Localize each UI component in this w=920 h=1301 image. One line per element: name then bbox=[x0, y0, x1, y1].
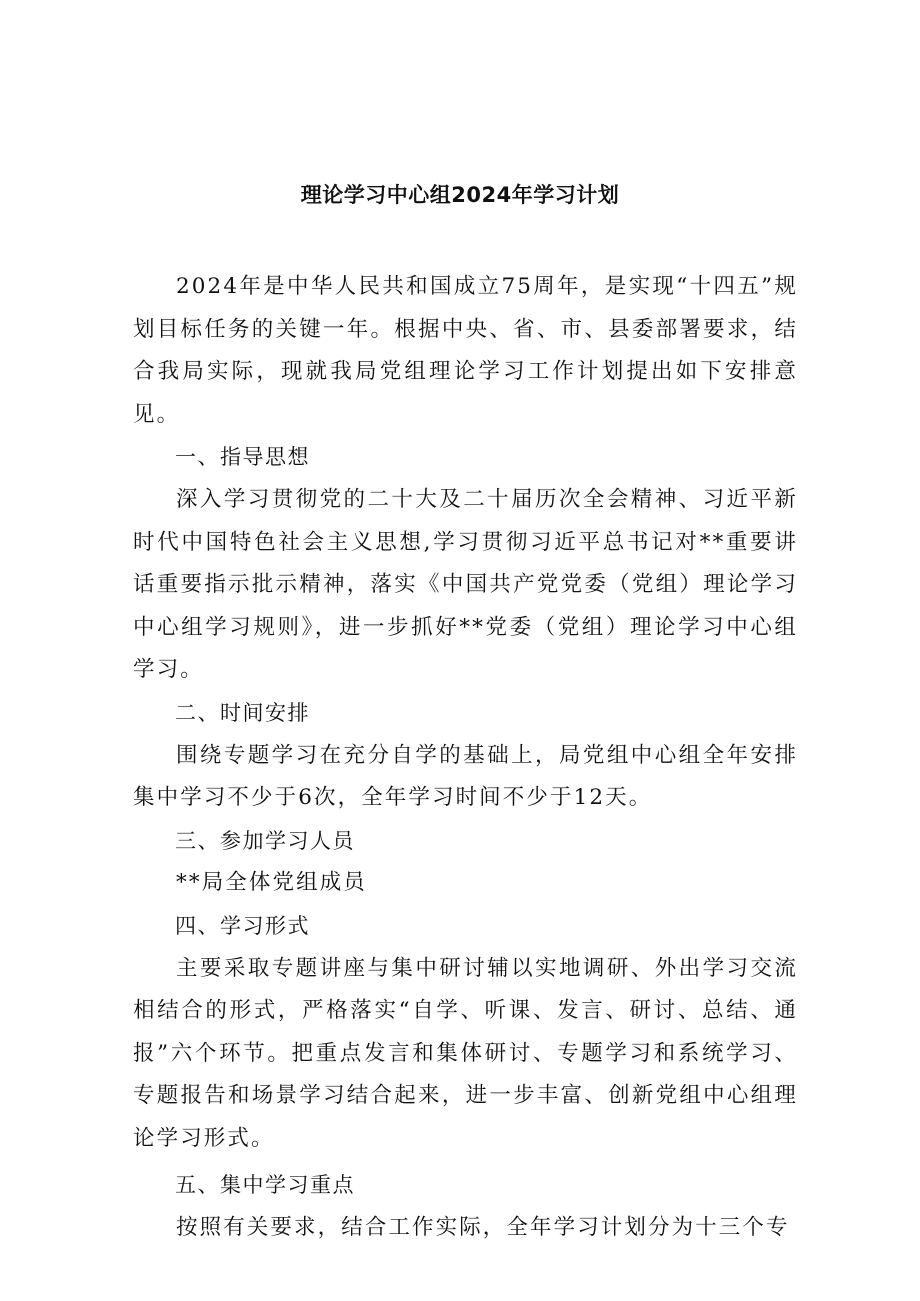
section-heading-participants: 三、参加学习人员 bbox=[175, 828, 355, 853]
section-body-schedule: 围绕专题学习在充分自学的基础上，局党组中心组全年安排集中学习不少于6次，全年学习时间不少于12天。 bbox=[133, 742, 798, 811]
section-heading-learning-format: 四、学习形式 bbox=[175, 913, 310, 938]
document-body bbox=[133, 266, 798, 1250]
section-body-learning-format: 主要采取专题讲座与集中研讨辅以实地调研、外出学习交流相结合的形式，严格落实“自学、听课、发言、研讨、总结、通报”六个环节。把重点发言和集体研讨、专题学习和系统学习、专题报告和场景学习结合起来，进一步丰富、创新党组中心组理论学习形式。 bbox=[133, 955, 798, 1151]
intro-paragraph: 2024年是中华人民共和国成立75周年，是实现“十四五”规划目标任务的关键一年。根据中央、省、市、县委部署要求，结合我局实际，现就我局党组理论学习工作计划提出如下安排意见。 bbox=[133, 274, 798, 427]
section-heading-key-topics: 五、集中学习重点 bbox=[175, 1173, 355, 1198]
section-heading-schedule: 二、时间安排 bbox=[175, 700, 310, 725]
document-title: 理论学习中心组2024年学习计划 bbox=[300, 183, 620, 207]
section-body-participants: **局全体党组成员 bbox=[176, 870, 367, 896]
section-body-key-topics: 按照有关要求，结合工作实际，全年学习计划分为十三个专 bbox=[176, 1215, 790, 1241]
section-body-guiding-thought: 深入学习贯彻党的二十大及二十届历次全会精神、习近平新时代中国特色社会主义思想,学习贯彻习近平总书记对**重要讲话重要指示批示精神，落实《中国共产党党委（党组）理论学习中心组学习规则》，进一步抓好**党委（党组）理论学习中心组学习。 bbox=[133, 486, 798, 683]
section-heading-guiding-thought: 一、指导思想 bbox=[175, 445, 310, 470]
